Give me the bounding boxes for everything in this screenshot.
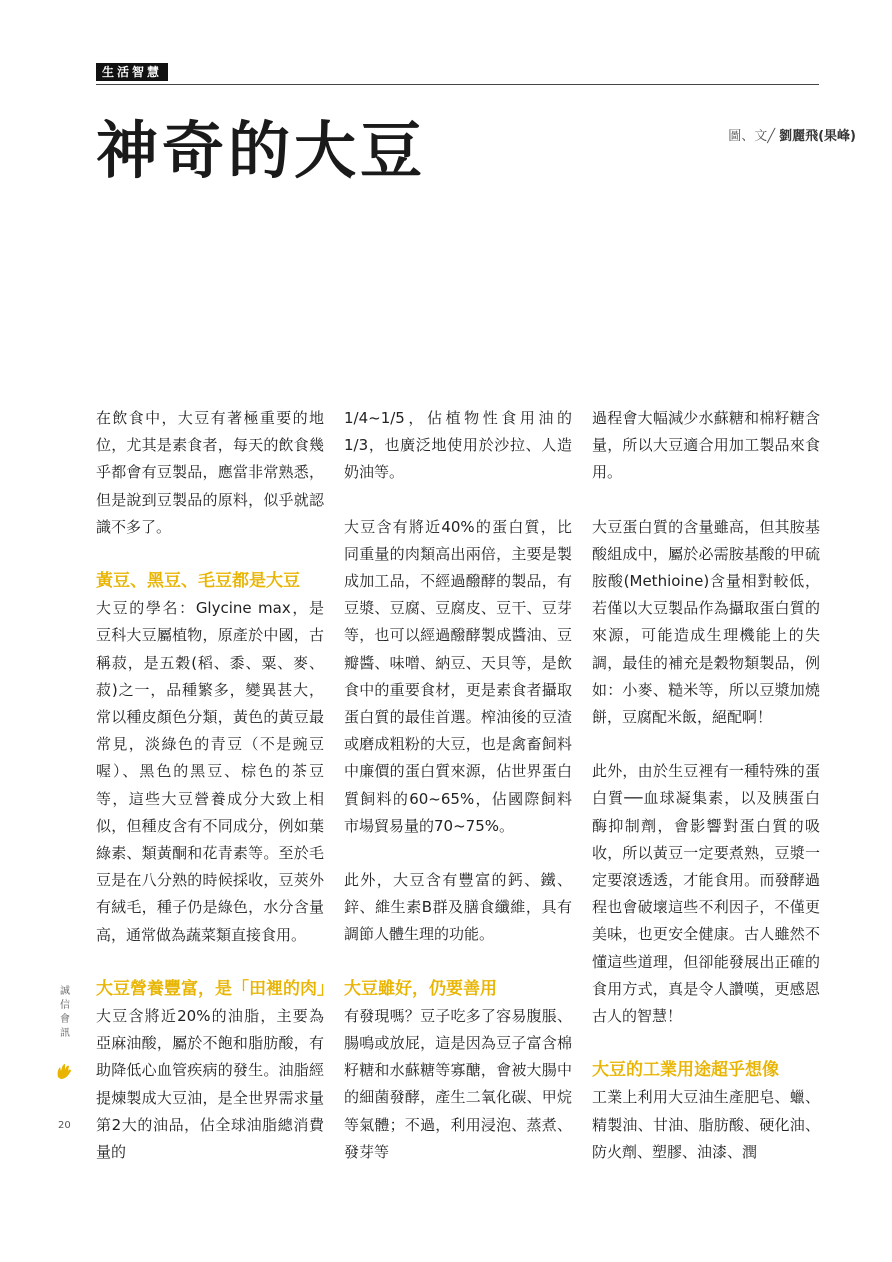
byline-role: 圖、文╱	[728, 129, 776, 144]
page-title: 神奇的大豆	[96, 114, 427, 187]
byline-author: 劉麗飛(果峰)	[779, 129, 856, 144]
body-paragraph: 大豆含有將近40%的蛋白質，比同重量的肉類高出兩倍，主要是製成加工品，不經過醱酵的製品，有豆漿、豆腐、豆腐皮、豆干、豆芽等，也可以經過醱酵製成醬油、豆瓣醬、味噌、納豆、天貝等，是飲食中的重要食材，更是素食者攝取蛋白質的最佳首選。榨油後的豆渣或磨成粗粉的大豆，也是禽畜飼料中廉價的蛋白質來源，佔世界蛋白質飼料的60~65%，佔國際飼料市場貿易量的70~75%。	[344, 517, 572, 835]
hand-mark-icon	[56, 1062, 72, 1080]
header-rule	[96, 84, 819, 85]
section-heading: 大豆營養豐富，是「田裡的肉」	[96, 978, 334, 999]
article-column-1	[96, 405, 334, 1166]
page-number: 20	[58, 1120, 71, 1131]
article-column-3	[592, 405, 820, 1166]
body-paragraph: 大豆蛋白質的含量雖高，但其胺基酸組成中，屬於必需胺基酸的甲硫胺酸(Methioine)含量相對較低，若僅以大豆製品作為攝取蛋白質的來源，可能造成生理機能上的失調，最佳的補充是穀物類製品，例如：小麥、糙米等，所以豆漿加燒餅，豆腐配米飯，絕配啊！	[592, 517, 820, 727]
magazine-logo: 誠信會訊	[60, 986, 70, 1039]
body-paragraph: 1/4~1/5，佔植物性食用油的1/3，也廣泛地使用於沙拉、人造奶油等。	[344, 409, 572, 482]
body-paragraph: 此外，大豆含有豐富的鈣、鐵、鋅、維生素B群及膳食纖維，具有調節人體生理的功能。	[344, 871, 572, 944]
body-paragraph: 有發現嗎？豆子吃多了容易腹脹、腸鳴或放屁，這是因為豆子富含棉籽糖和水蘇糖等寡醣，會被大腸中的細菌發酵，產生二氧化碳、甲烷等氣體；不過，利用浸泡、蒸煮、發芽等	[344, 1006, 572, 1161]
intro-paragraph: 在飲食中，大豆有著極重要的地位，尤其是素食者，每天的飲食幾乎都會有豆製品，應當非常熟悉，但是說到豆製品的原料，似乎就認識不多了。	[96, 409, 324, 536]
section-heading: 大豆雖好，仍要善用	[344, 978, 497, 999]
section-tag: 生活智慧	[96, 63, 168, 81]
body-paragraph: 過程會大幅減少水蘇糖和棉籽糖含量，所以大豆適合用加工製品來食用。	[592, 409, 820, 482]
article-column-2	[344, 405, 572, 1166]
body-paragraph: 工業上利用大豆油生產肥皂、蠟、精製油、甘油、脂肪酸、硬化油、防火劑、塑膠、油漆、潤	[592, 1088, 820, 1161]
body-paragraph: 大豆的學名：Glycine max，是豆科大豆屬植物，原產於中國，古稱菽，是五穀(稻、黍、粟、麥、菽)之一，品種繁多，變異甚大，常以種皮顏色分類，黃色的黃豆最常見，淡綠色的青豆（不是豌豆喔）、黑色的黑豆、棕色的茶豆等，這些大豆營養成分大致上相似，但種皮含有不同成分，例如葉綠素、類黃酮和花青素等。至於毛豆是在八分熟的時候採收，豆莢外有絨毛，種子仍是綠色，水分含量高，通常做為蔬菜類直接食用。	[96, 599, 324, 944]
body-paragraph: 此外，由於生豆裡有一種特殊的蛋白質──血球凝集素，以及胰蛋白酶抑制劑，會影響對蛋白質的吸收，所以黃豆一定要煮熟，豆漿一定要滾透透，才能食用。而發酵過程也會破壞這些不利因子，不僅更美味，也更安全健康。古人雖然不懂這些道理，但卻能發展出正確的食用方式，真是令人讚嘆，更感恩古人的智慧！	[592, 762, 820, 1026]
section-heading: 大豆的工業用途超乎想像	[592, 1060, 779, 1081]
body-paragraph: 大豆含將近20%的油脂，主要為亞麻油酸，屬於不飽和脂肪酸，有助降低心血管疾病的發生。油脂經提煉製成大豆油，是全世界需求量第2大的油品，佔全球油脂總消費量的	[96, 1007, 324, 1162]
section-heading: 黃豆、黑豆、毛豆都是大豆	[96, 571, 300, 592]
byline	[728, 125, 856, 144]
